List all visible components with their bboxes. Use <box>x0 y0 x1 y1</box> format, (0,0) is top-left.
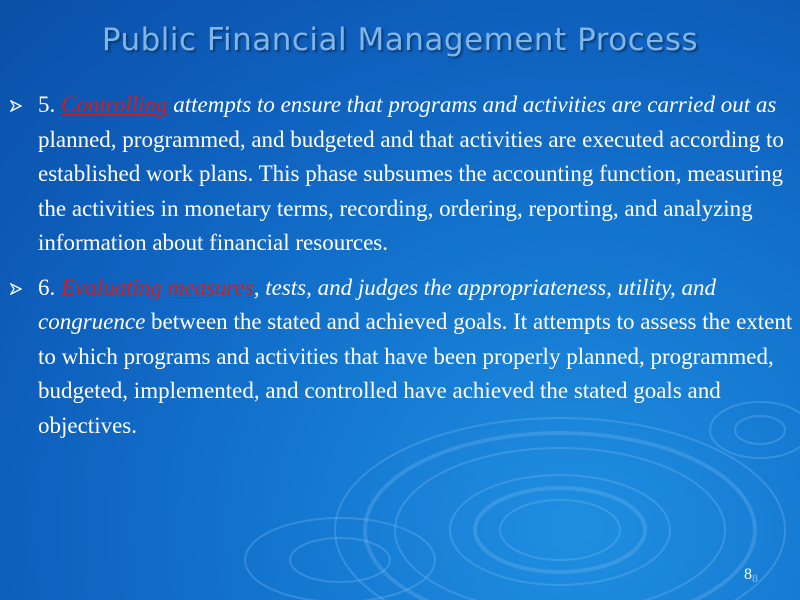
bullet-body-text: planned, programmed, and budgeted and that activities are executed according to established work plans. This phase subsumes the accounting function, measuring the activities in monetary terms, recording, ordering, reporting, and analyzing information about financial resources. <box>38 126 784 255</box>
bullet-number: 6. <box>38 274 56 300</box>
arrow-bullet-icon <box>10 283 22 295</box>
bullet-italic-text: attempts to ensure that programs and activities are carried out as <box>167 92 777 117</box>
slide-title: Public Financial Management Process <box>101 22 699 58</box>
bullet-evaluating <box>10 271 795 444</box>
bullet-body-text: between the stated and achieved goals. It attempts to assess the extent to which programs and activities that have been properly planned, programmed, budgeted, implemented, and controlled have achieved the stated goals and objectives. <box>38 309 793 438</box>
bullet-list <box>10 88 795 453</box>
bullet-italic-text: , tests, and judges the appropriateness, utility, and congruence <box>38 274 717 334</box>
bullet-number: 5. <box>38 92 56 117</box>
term-evaluating-measures: Evaluating measures <box>61 274 254 300</box>
term-controlling: Controlling <box>61 92 168 117</box>
page-number <box>744 566 758 586</box>
page-number-secondary: 8 <box>752 571 758 585</box>
arrow-bullet-icon <box>10 100 22 112</box>
bullet-controlling <box>10 88 795 261</box>
page-number-main: 8 <box>744 566 752 583</box>
